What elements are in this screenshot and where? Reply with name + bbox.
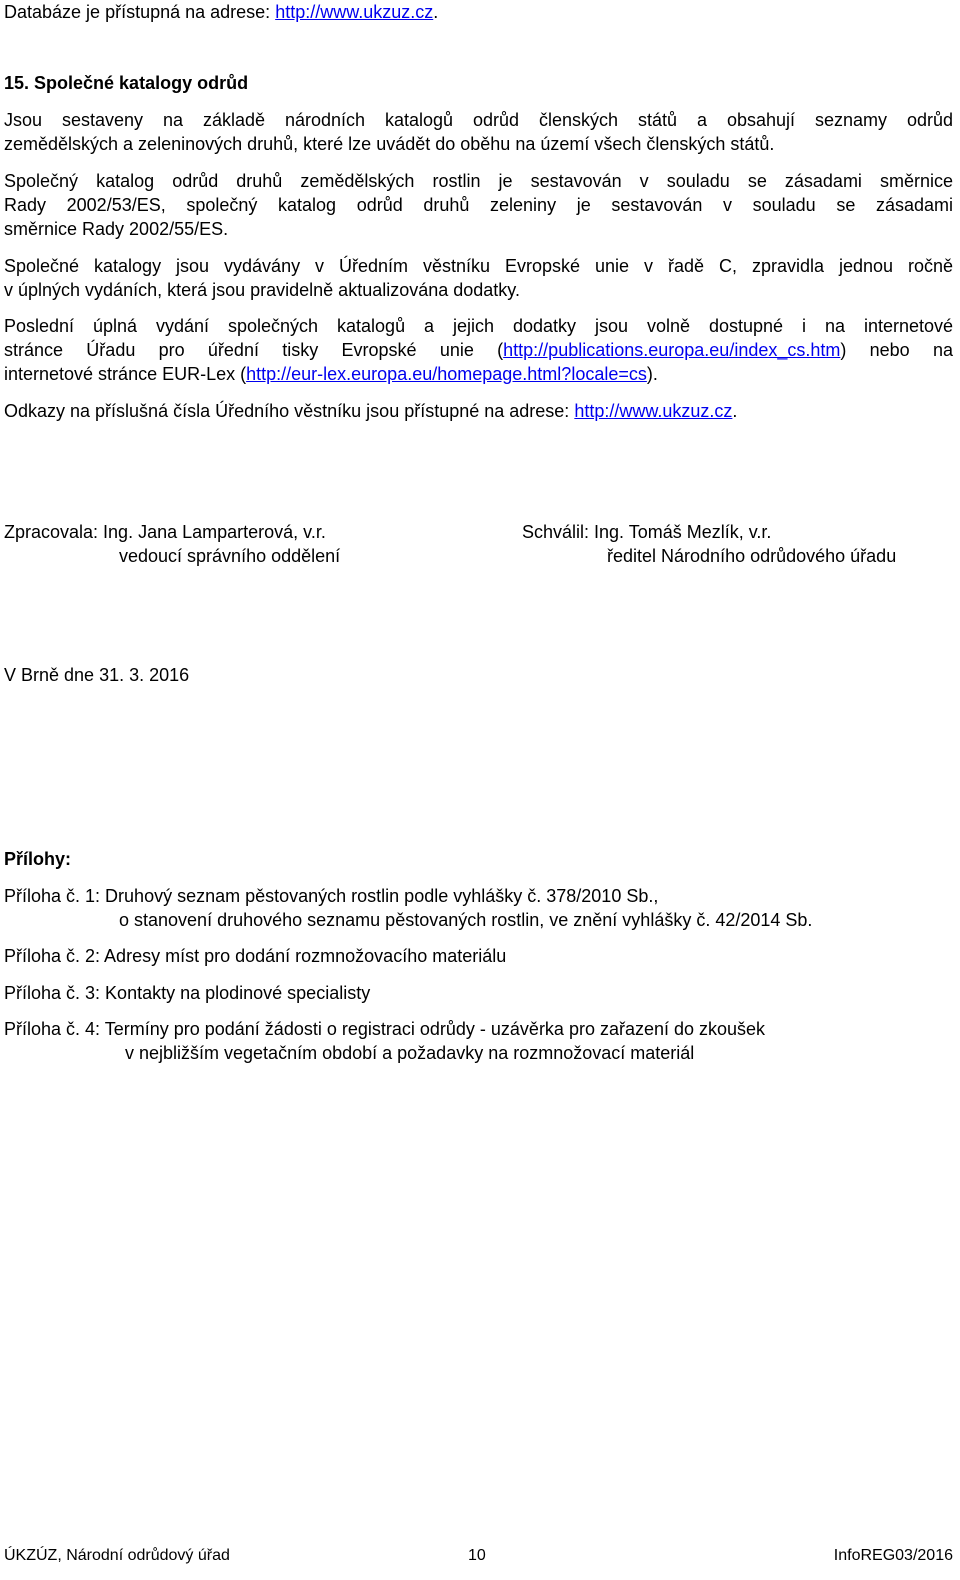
p1-line-1: Jsou sestaveny na základě národních katalogů odrůd členských států a obsahují seznamy odrůd <box>4 110 953 130</box>
publications-link[interactable]: http://publications.europa.eu/index_cs.htm <box>503 340 841 360</box>
paragraph-4 <box>4 314 953 386</box>
p3-line-1: Společné katalogy jsou vydávány v Úředním věstníku Evropské unie v řadě C, zpravidla jednou ročně <box>4 256 953 276</box>
p2-line-3: směrnice Rady 2002/55/ES. <box>4 219 229 239</box>
top-line-text: Databáze je přístupná na adrese: <box>4 2 276 22</box>
footer-page-number: 10 <box>468 1547 486 1564</box>
approved-by: Schválil: Ing. Tomáš Mezlík, v.r. <box>522 522 772 542</box>
attachment-2: Příloha č. 2: Adresy míst pro dodání rozmnožovacího materiálu <box>4 946 507 966</box>
p4-line-3-after: ). <box>646 364 658 384</box>
page-footer <box>4 1544 953 1568</box>
p4-line-2-text: stránce Úřadu pro úřední tisky Evropské unie ( <box>4 340 504 360</box>
approved-by-role: ředitel Národního odrůdového úřadu <box>607 546 897 566</box>
attachment-1-line-1: Příloha č. 1: Druhový seznam pěstovaných rostlin podle vyhlášky č. 378/2010 Sb., <box>4 886 659 906</box>
p5-text: Odkazy na příslušná čísla Úředního věstníku jsou přístupné na adrese: <box>4 401 575 421</box>
p5-period: . <box>732 401 738 421</box>
attachment-3: Příloha č. 3: Kontakty na plodinové specialisty <box>4 983 371 1003</box>
p4-line-3-text: internetové stránce EUR-Lex ( <box>4 364 247 384</box>
top-line-period: . <box>433 2 439 22</box>
ukzuz-link-2[interactable]: http://www.ukzuz.cz <box>574 401 733 421</box>
p4-line-1: Poslední úplná vydání společných katalogů a jejich dodatky jsou volně dostupné i na internetové <box>4 316 953 336</box>
ukzuz-link[interactable]: http://www.ukzuz.cz <box>275 2 434 22</box>
p3-line-2: v úplných vydáních, která jsou pravidelně aktualizována dodatky. <box>4 280 520 300</box>
p4-line-2-after: ) nebo na <box>840 340 954 360</box>
p4-line-3 <box>4 362 953 386</box>
place-date: V Brně dne 31. 3. 2016 <box>4 665 190 685</box>
paragraph-2 <box>4 169 953 241</box>
section-heading: 15. Společné katalogy odrůd <box>4 73 249 93</box>
attachments-heading: Přílohy: <box>4 849 72 869</box>
p2-line-2: Rady 2002/53/ES, společný katalog odrůd druhů zeleniny je sestavován v souladu se zásadami <box>4 195 953 215</box>
attachment-1-line-2: o stanovení druhového seznamu pěstovaných rostlin, ve znění vyhlášky č. 42/2014 Sb. <box>119 910 813 930</box>
eur-lex-link[interactable]: http://eur-lex.europa.eu/homepage.html?locale=cs <box>246 364 647 384</box>
p1-line-2: zemědělských a zeleninových druhů, které lze uvádět do oběhu na území všech členských států. <box>4 134 775 154</box>
footer-document-id: InfoREG03/2016 <box>833 1547 953 1564</box>
attachment-4-line-2: v nejbližším vegetačním období a požadavky na rozmnožovací materiál <box>125 1043 695 1063</box>
p4-line-2 <box>4 338 953 362</box>
footer-organization: ÚKZÚZ, Národní odrůdový úřad <box>4 1547 230 1564</box>
attachment-4-line-1: Příloha č. 4: Termíny pro podání žádosti o registraci odrůdy - uzávěrka pro zařazení do zkoušek <box>4 1019 766 1039</box>
p2-line-1: Společný katalog odrůd druhů zemědělských rostlin je sestavován v souladu se zásadami směrnice <box>4 171 953 191</box>
paragraph-3 <box>4 254 953 302</box>
paragraph-1 <box>4 108 953 156</box>
top-line <box>4 0 438 24</box>
paragraph-5 <box>4 399 737 423</box>
prepared-by: Zpracovala: Ing. Jana Lamparterová, v.r. <box>4 522 326 542</box>
prepared-by-role: vedoucí správního oddělení <box>119 546 341 566</box>
